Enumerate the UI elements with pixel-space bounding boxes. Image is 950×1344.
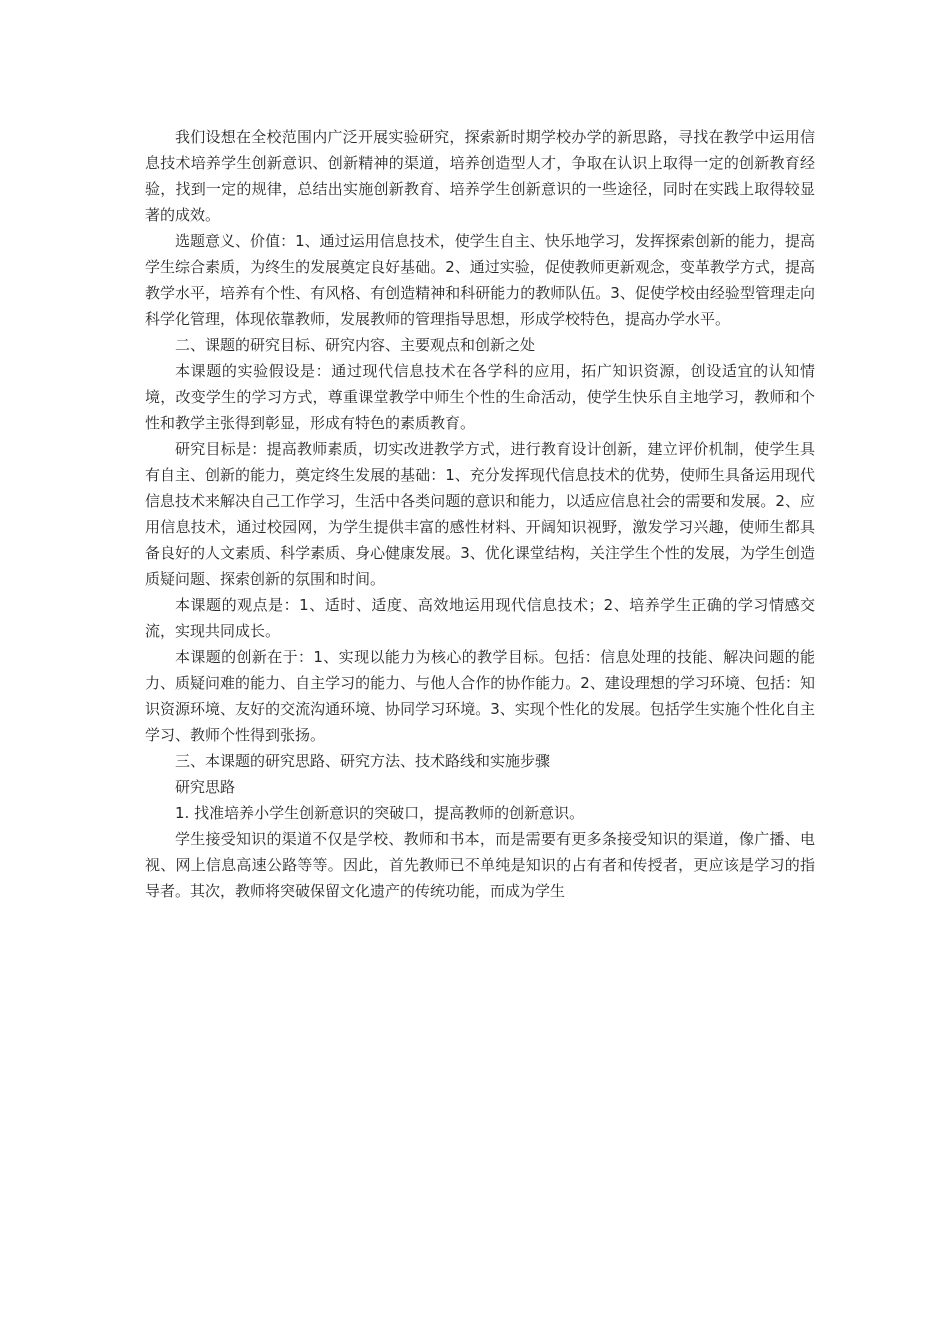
document-page — [145, 124, 815, 904]
paragraph-research-goals: 研究目标是：提高教师素质，切实改进教学方式，进行教育设计创新，建立评价机制，使学生具有自主、创新的能力，奠定终生发展的基础：1、充分发挥现代信息技术的优势，使师生具备运用现代信息技术来解决自己工作学习，生活中各类问题的意识和能力，以适应信息社会的需要和发展。2、应用信息技术，通过校园网，为学生提供丰富的感性材料、开阔知识视野，激发学习兴趣，使师生都具备良好的人文素质、科学素质、身心健康发展。3、优化课堂结构，关注学生个性的发展，为学生创造质疑问题、探索创新的氛围和时间。 — [145, 440, 815, 588]
section-heading-three: 三、本课题的研究思路、研究方法、技术路线和实施步骤 — [175, 752, 551, 770]
paragraph-intro: 我们设想在全校范围内广泛开展实验研究，探索新时期学校办学的新思路，寻找在教学中运用信息技术培养学生创新意识、创新精神的渠道，培养创造型人才，争取在认识上取得一定的创新教育经验，找到一定的规律，总结出实施创新教育、培养学生创新意识的一些途径，同时在实践上取得较显著的成效。 — [145, 128, 815, 224]
paragraph-hypothesis: 本课题的实验假设是：通过现代信息技术在各学科的应用，拓广知识资源，创设适宜的认知情境，改变学生的学习方式，尊重课堂教学中师生个性的生命活动，使学生快乐自主地学习，教师和个性和教学主张得到彰显，形成有特色的素质教育。 — [145, 362, 815, 432]
paragraph-viewpoints: 本课题的观点是：1、适时、适度、高效地运用现代信息技术；2、培养学生正确的学习情感交流，实现共同成长。 — [145, 596, 815, 640]
paragraph-significance: 选题意义、价值：1、通过运用信息技术，使学生自主、快乐地学习，发挥探索创新的能力，提高学生综合素质，为终生的发展奠定良好基础。2、通过实验，促使教师更新观念，变革教学方式，提高教学水平，培养有个性、有风格、有创造精神和科研能力的教师队伍。3、促使学校由经验型管理走向科学化管理，体现依靠教师，发展教师的管理指导思想，形成学校特色，提高办学水平。 — [145, 232, 815, 328]
section-heading-two: 二、课题的研究目标、研究内容、主要观点和创新之处 — [175, 336, 536, 354]
list-item-one: 1. 找准培养小学生创新意识的突破口，提高教师的创新意识。 — [175, 804, 585, 822]
paragraph-innovation: 本课题的创新在于：1、实现以能力为核心的教学目标。包括：信息处理的技能、解决问题的能力、质疑问难的能力、自主学习的能力、与他人合作的协作能力。2、建设理想的学习环境、包括：知识资源环境、友好的交流沟通环境、协同学习环境。3、实现个性化的发展。包括学生实施个性化自主学习、教师个性得到张扬。 — [145, 648, 815, 744]
subheading-research-approach: 研究思路 — [175, 778, 236, 796]
paragraph-knowledge-channels: 学生接受知识的渠道不仅是学校、教师和书本，而是需要有更多条接受知识的渠道，像广播、电视、网上信息高速公路等等。因此，首先教师已不单纯是知识的占有者和传授者，更应该是学习的指导者。其次，教师将突破保留文化遗产的传统功能，而成为学生 — [145, 830, 815, 900]
